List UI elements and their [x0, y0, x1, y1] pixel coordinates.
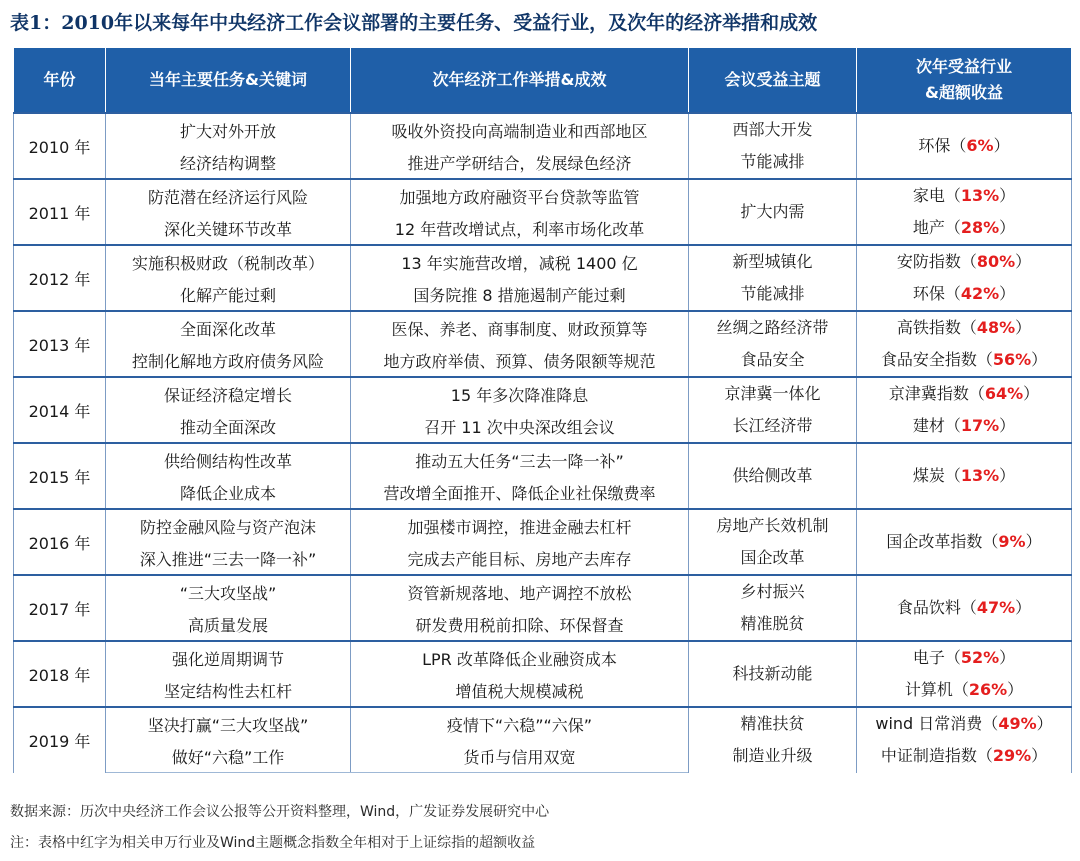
table-row: [14, 641, 1072, 674]
header-themes: 会议受益主题: [689, 48, 857, 113]
header-tasks: 当年主要任务&关键词: [106, 48, 351, 113]
task-cell: 实施积极财政（税制改革）: [106, 245, 351, 278]
theme-item: 食品安全: [740, 350, 805, 369]
theme-item: 丝绸之路经济带: [716, 318, 829, 337]
year-cell: 2015 年: [14, 443, 106, 509]
industry-item: [857, 740, 1071, 772]
industry-name: 家电: [912, 186, 945, 205]
table-row: [14, 179, 1072, 212]
bracket-close: ）: [1031, 350, 1048, 369]
measure-cell: 营改增全面推开、降低企业社保缴费率: [351, 476, 689, 509]
table-row: [14, 311, 1072, 344]
task-cell: 经济结构调整: [106, 146, 351, 179]
industry-name: 国企改革指数: [886, 532, 983, 551]
table-title: 表1：2010年以来每年中央经济工作会议部署的主要任务、受益行业，及次年的经济举措和成效: [10, 12, 818, 34]
bracket-open: （: [944, 186, 961, 205]
industry-item: [857, 674, 1071, 706]
year-cell: 2013 年: [14, 311, 106, 377]
theme-item: 西部大开发: [732, 120, 813, 139]
bracket-open: （: [950, 136, 967, 155]
industry-name: 环保: [912, 284, 945, 303]
theme-item: 长江经济带: [732, 416, 813, 435]
industry-cell: [857, 509, 1072, 575]
measure-cell: 医保、养老、商事制度、财政预算等: [351, 311, 689, 344]
theme-cell: [689, 707, 857, 773]
table-row: [14, 443, 1072, 476]
bracket-open: （: [960, 598, 977, 617]
header-industry: [857, 48, 1072, 113]
task-cell: 深入推进“三去一降一补”: [106, 542, 351, 575]
table-row: [14, 245, 1072, 278]
task-cell: 供给侧结构性改革: [106, 443, 351, 476]
task-cell: 全面深化改革: [106, 311, 351, 344]
header-industry-line1: 次年受益行业: [915, 57, 1012, 76]
task-cell: 坚定结构性去杠杆: [106, 674, 351, 707]
theme-cell: [689, 509, 857, 575]
industry-name: 中证制造指数: [880, 746, 977, 766]
industry-name: 煤炭: [912, 466, 945, 485]
task-cell: 扩大对外开放: [106, 113, 351, 146]
bracket-close: ）: [999, 648, 1016, 667]
task-cell: 深化关键环节改革: [106, 212, 351, 245]
excess-return: 13%: [960, 186, 1000, 205]
industry-name: 食品安全指数: [880, 350, 977, 369]
bracket-close: ）: [999, 284, 1016, 303]
table-row: [14, 377, 1072, 410]
table-row: [14, 113, 1072, 146]
bracket-close: ）: [1023, 384, 1040, 403]
bracket-close: ）: [999, 466, 1016, 485]
year-cell: 2018 年: [14, 641, 106, 707]
measure-cell: 13 年实施营改增，减税 1400 亿: [351, 245, 689, 278]
excess-return: 29%: [992, 746, 1032, 766]
industry-item: [857, 526, 1071, 558]
excess-return: 52%: [960, 648, 1000, 667]
bracket-close: ）: [1031, 746, 1048, 766]
year-cell: 2014 年: [14, 377, 106, 443]
table-row: [14, 509, 1072, 542]
excess-return: 47%: [976, 598, 1016, 617]
excess-return: 56%: [992, 350, 1032, 369]
bracket-close: ）: [999, 416, 1016, 435]
industry-name: wind 日常消费: [875, 714, 983, 734]
industry-name: 京津冀指数: [888, 384, 969, 403]
theme-item: 供给侧改革: [732, 466, 813, 485]
year-cell: 2016 年: [14, 509, 106, 575]
industry-item: [857, 708, 1071, 740]
measure-cell: LPR 改革降低企业融资成本: [351, 641, 689, 674]
industry-item: [857, 246, 1071, 278]
task-cell: “三大攻坚战”: [106, 575, 351, 608]
task-cell: 防控金融风险与资产泡沫: [106, 509, 351, 542]
industry-name: 电子: [912, 648, 945, 667]
industry-item: [857, 212, 1071, 244]
excess-return: 9%: [998, 532, 1026, 551]
year-cell: 2012 年: [14, 245, 106, 311]
theme-item: 精准脱贫: [740, 614, 805, 633]
industry-item: [857, 278, 1071, 310]
bracket-open: （: [976, 350, 993, 369]
measure-cell: 地方政府举债、预算、债务限额等规范: [351, 344, 689, 377]
excess-return: 80%: [976, 252, 1016, 271]
industry-name: 食品饮料: [896, 598, 961, 617]
theme-cell: [689, 377, 857, 443]
policy-table: [13, 48, 1072, 773]
industry-item: [857, 378, 1071, 410]
task-cell: 坚决打赢“三大攻坚战”: [106, 707, 351, 740]
bracket-open: （: [944, 416, 961, 435]
industry-name: 地产: [912, 218, 945, 237]
bracket-close: ）: [999, 186, 1016, 205]
bracket-close: ）: [1015, 318, 1032, 337]
year-cell: 2017 年: [14, 575, 106, 641]
industry-cell: [857, 377, 1072, 443]
industry-name: 环保: [918, 136, 951, 155]
industry-cell: [857, 443, 1072, 509]
year-cell: 2019 年: [14, 707, 106, 773]
measure-cell: 吸收外资投向高端制造业和西部地区: [351, 113, 689, 146]
measure-cell: 推动五大任务“三去一降一补”: [351, 443, 689, 476]
bracket-close: ）: [993, 136, 1010, 155]
task-cell: 高质量发展: [106, 608, 351, 641]
measure-cell: 疫情下“六稳”“六保”: [351, 707, 689, 740]
theme-cell: [689, 641, 857, 707]
bracket-open: （: [960, 252, 977, 271]
excess-return: 26%: [968, 680, 1008, 699]
industry-item: [857, 642, 1071, 674]
measure-cell: 完成去产能目标、房地产去库存: [351, 542, 689, 575]
industry-cell: [857, 113, 1072, 179]
excess-return: 49%: [998, 714, 1037, 734]
industry-cell: [857, 311, 1072, 377]
table-row: [14, 575, 1072, 608]
theme-cell: [689, 575, 857, 641]
theme-cell: [689, 179, 857, 245]
year-cell: 2010 年: [14, 113, 106, 179]
industry-item: [857, 312, 1071, 344]
task-cell: 控制化解地方政府债务风险: [106, 344, 351, 377]
bracket-open: （: [952, 680, 969, 699]
task-cell: 推动全面深改: [106, 410, 351, 443]
measure-cell: 推进产学研结合，发展绿色经济: [351, 146, 689, 179]
measure-cell: 加强楼市调控，推进金融去杠杆: [351, 509, 689, 542]
theme-item: 房地产长效机制: [716, 516, 829, 535]
bracket-open: （: [944, 648, 961, 667]
task-cell: 做好“六稳”工作: [106, 740, 351, 773]
theme-cell: [689, 311, 857, 377]
theme-item: 扩大内需: [740, 202, 805, 221]
bracket-close: ）: [999, 218, 1016, 237]
excess-return: 48%: [976, 318, 1016, 337]
task-cell: 保证经济稳定增长: [106, 377, 351, 410]
bracket-close: ）: [1015, 598, 1032, 617]
theme-item: 科技新动能: [732, 664, 813, 683]
bracket-open: （: [944, 466, 961, 485]
theme-cell: [689, 443, 857, 509]
industry-item: [857, 592, 1071, 624]
bracket-open: （: [976, 746, 993, 766]
industry-cell: [857, 575, 1072, 641]
header-year: 年份: [14, 48, 106, 113]
industry-name: 高铁指数: [896, 318, 961, 337]
industry-item: [857, 180, 1071, 212]
industry-cell: [857, 641, 1072, 707]
industry-cell: [857, 179, 1072, 245]
measure-cell: 资管新规落地、地产调控不放松: [351, 575, 689, 608]
industry-item: [857, 460, 1071, 492]
measure-cell: 加强地方政府融资平台贷款等监管: [351, 179, 689, 212]
theme-item: 节能减排: [740, 284, 805, 303]
measure-cell: 研发费用税前扣除、环保督查: [351, 608, 689, 641]
industry-item: [857, 410, 1071, 442]
theme-item: 乡村振兴: [740, 582, 805, 601]
bracket-close: ）: [1007, 680, 1024, 699]
task-cell: 降低企业成本: [106, 476, 351, 509]
excess-return: 13%: [960, 466, 1000, 485]
measure-cell: 货币与信用双宽: [351, 740, 689, 773]
header-row: [14, 48, 1072, 113]
bracket-open: （: [968, 384, 985, 403]
bracket-close: ）: [1025, 532, 1042, 551]
measure-cell: 增值税大规模减税: [351, 674, 689, 707]
industry-item: [857, 130, 1071, 162]
theme-item: 京津冀一体化: [724, 384, 821, 403]
header-industry-line2: &超额收益: [925, 83, 1003, 102]
table-row: [14, 707, 1072, 740]
bracket-open: （: [960, 318, 977, 337]
theme-cell: [689, 113, 857, 179]
industry-name: 建材: [912, 416, 945, 435]
year-cell: 2011 年: [14, 179, 106, 245]
footnote: 注：表格中红字为相关申万行业及Wind主题概念指数全年相对于上证综指的超额收益: [10, 835, 536, 851]
bracket-close: ）: [1036, 714, 1053, 734]
theme-item: 精准扶贫: [740, 714, 805, 734]
measure-cell: 12 年营改增试点，利率市场化改革: [351, 212, 689, 245]
theme-cell: [689, 245, 857, 311]
measure-cell: 15 年多次降准降息: [351, 377, 689, 410]
theme-item: 制造业升级: [732, 746, 813, 766]
data-source: 数据来源：历次中央经济工作会议公报等公开资料整理，Wind，广发证券发展研究中心: [10, 804, 550, 820]
industry-name: 安防指数: [896, 252, 961, 271]
excess-return: 17%: [960, 416, 1000, 435]
theme-item: 新型城镇化: [732, 252, 813, 271]
task-cell: 防范潜在经济运行风险: [106, 179, 351, 212]
bracket-close: ）: [1015, 252, 1032, 271]
measure-cell: 召开 11 次中央深改组会议: [351, 410, 689, 443]
bracket-open: （: [944, 218, 961, 237]
theme-item: 节能减排: [740, 152, 805, 171]
task-cell: 强化逆周期调节: [106, 641, 351, 674]
measure-cell: 国务院推 8 措施遏制产能过剩: [351, 278, 689, 311]
theme-item: 国企改革: [740, 548, 805, 567]
excess-return: 42%: [960, 284, 1000, 303]
excess-return: 6%: [966, 136, 994, 155]
excess-return: 64%: [984, 384, 1024, 403]
excess-return: 28%: [960, 218, 1000, 237]
header-measures: 次年经济工作举措&成效: [351, 48, 689, 113]
bracket-open: （: [982, 714, 999, 734]
bracket-open: （: [982, 532, 999, 551]
bracket-open: （: [944, 284, 961, 303]
task-cell: 化解产能过剩: [106, 278, 351, 311]
industry-item: [857, 344, 1071, 376]
industry-cell: [857, 245, 1072, 311]
industry-name: 计算机: [904, 680, 953, 699]
industry-cell: [857, 707, 1072, 773]
